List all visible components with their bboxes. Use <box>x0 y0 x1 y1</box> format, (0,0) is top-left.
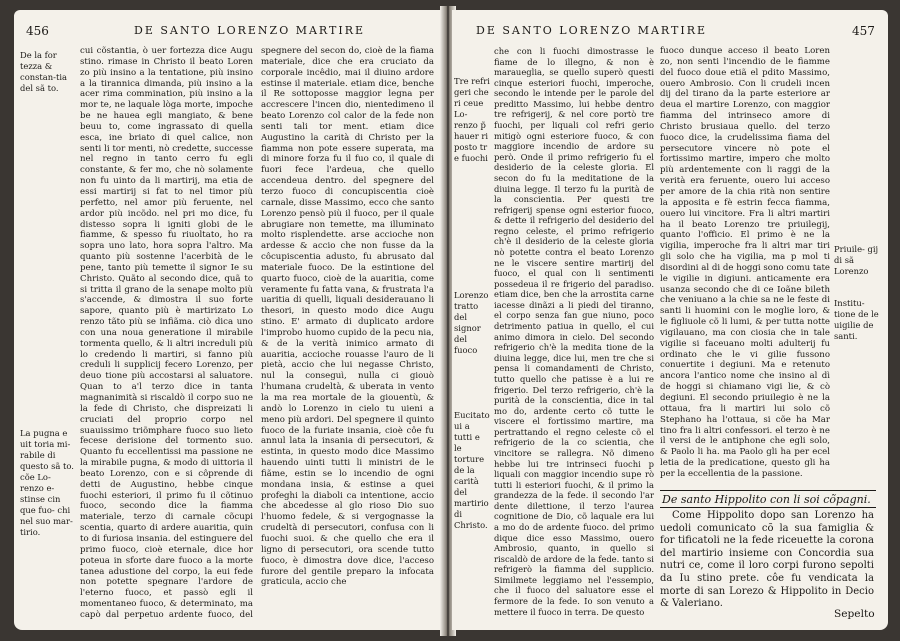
page-number: 457 <box>852 24 875 38</box>
left-page <box>14 10 444 630</box>
section-title: De santo Hippolito con li soi cõpagni. <box>660 490 876 508</box>
margin-note: Tre refri geri che ri ceue Lo- renzo p̃ hauer ri posto tr e fuochi <box>454 76 490 163</box>
margin-note: De la for tezza & constan-tia del sã to. <box>20 50 68 93</box>
section-summary: Come Hippolito dopo san Lorenzo ha uedoli comunicato cõ la sua famiglia & for tificatoli ne la fede riceuette la corona del martirio insieme con Concordia sua nutri ce, come il loro corpi furono sepolti da Iu stino prete. côe fu vendicata la morte di san Lorezo & Hippolito in Decio & Valeriano. <box>660 510 874 610</box>
margin-note: Priuile- gij di sã Lorenzo <box>834 244 879 276</box>
body-column-left: che con li fuochi dimostrasse le fiame de lo illegno, & non è maraueglia, se quello superò questi cinque esteriori fuochi, imperoche, secondo le intende per le parole del preditto Massimo, lui hebbe dentro tre refrigerij, & nel core portò tre fuochi, per liquali col refri gerio mitigò ogni esteriore fuoco, & con maggiore incendio de ardore su però. Onde il primo refrigerio fu el desiderio de la celeste gloria. El secon do fu la meditatione de la diuina legge. Il terzo fu la purità de la conscientia. Per questi tre refrigerij spense ogni esterior fuoco, & dette il refrigerio del desiderio del regno celeste, el primo refrigerio ch'è il desiderio de la celeste gloria nò potette contra el beato Lorenzo ne le viscere sentire martirij del fuoco, el qual con li sentimenti possedeua il re frigerio del paradiso. etiam dice, ben che la arrostita carne iacesse dinãzi a li piedi del tiranno, el corpo senza fan gue niuno, poco detrimento patiua in quello, el cui animo dimora in cielo. Del secondo refrigerio ch'è la medita tione de la diuina legge, dice lui, men tre che si pensa li comandamenti de Christo, tutto quello che patisse è a lui re frigerio. Del terzo refrigerio, ch'è la purità de la conscientia, dice in tal mo do, ardente certo cõ tutte le viscere el fortissimo martire, ma pertrattando el regno celeste cõ el refrigerio de la co scientia, che vincitore se rallegra. Nõ dimeno hebbe lui tre intrinseci fuochi p liquali con maggior incendio supe rò tutti li esteriori fuochi, & il primo la grandezza de la fede. il secondo l'ar dente dilettione, il terzo l'aurea cognitione de Dio, cõ laquale era lui a mo do de ardente fuoco. del primo dique dice esso Massimo, ouero Ambrosio, quanto, in quello si riscaldò de ardore de la fede. tanto si refrigerò la fiamma del supplicio. Similmete leggiamo nel l'essempio, che il fuoco del saluatore esse el fermore de la fede. Io son venuto a mettere il fuoco in terra. De questo <box>494 46 654 617</box>
catchword: Sepelto <box>834 608 875 620</box>
margin-note: La pugna e uit toria mi-rabile di questo sã to. cõe Lo- renzo e- stinse cin que fuo- chi nel suo mar- tirio. <box>20 428 74 537</box>
right-page <box>452 10 888 630</box>
margin-note: Eucitato ui a tutti e le torture de la carità del martirio di Christo. <box>454 410 490 530</box>
body-column-right: fuoco dunque acceso il beato Loren zo, non senti l'incendio de le fiamme del fuoco doue etiã el pdito Massimo, ouero Ambrosio. Con li crudeli incen dij del tirano da la parte esteriore ar deua el martire Lorenzo, con maggior fiamma del intrinseco amore di Christo brusiaua quello. del terzo fuoco dice, la crudelissima fiama del persecutore vincere nò pote el fortissimo martire, impero che molto più ardentemente con li raggi de la verità era feruente, ouero lui acceso per amore de la chia rità non sentire la apposita e fè estrin fecca fiamma, ouero lui vincitore. Fra li altri martiri ha il beato Lorenzo tre priuilegij, quanto l'officio. El primo è ne la vigilia, imperoche fra li altri mar tiri gli solo che ha vigilia, ma p mol ti disordini al di de hoggi sono comu tate le vigilie in digiuni. anticamente era usanza secondo che di ce Ioãne bileth che veniuano a la chie sa ne le feste di santi li huomini con le moglie loro, & le figliuole cõ li lumi, & per tutta notte vigilauano, ma con ciosia che in tale vigilie si faceuano molti adulterij fu ordinato che le vi gilie fussono conuertite i degiuni. Ma e retenuto ancora l'antico nome che insino al dì de hoggi si chiamano vigi lie, & cò degiuni. El secondo priuilegio è ne la ottaua, fra li martiri lui solo cõ Stephano ha l'ottaua, si cõe ha Mar tino fra li altri confessori. el terzo è ne il versi de le antiphone che egli solo, & Paolo li ha. ma Paolo gli ha per ecel letia de la predicatione, questo gli ha per la eccellentia de la passione. <box>660 46 830 479</box>
running-head: DE SANTO LORENZO MARTIRE <box>476 24 708 37</box>
margin-note: Institu- tione de le uigilie de santi. <box>834 298 879 341</box>
running-head: DE SANTO LORENZO MARTIRE <box>134 24 366 37</box>
margin-note: Lorenzo tratto del signor del fuoco <box>454 290 489 355</box>
page-number: 456 <box>26 24 49 38</box>
body-text: cui cõstantia, ò uer fortezza dice Augu stino. rimase in Christo il beato Loren zo più insino a la tentatione, più insino a la tirannica dimanda, più insino a la acer rima commination, più insino a la mor te, ne laquale lòga morte, impoche be ne hauea egli mangiato, & bene beuu to, come ingrassato di quella esca, ine briato di quel calice, non senti li tor menti, nò credette, successe nel regno in tanto cerro fu egli constante, & fer mo, che nò solamente non fu uinto da li martirij, ma etia de essi martirij si fat to nel timor più perfetto, nel amor più feruente, nel ardor più incõdo. nel pri mo dice, fu distesso sopra li igniti globi de le fiamme, & spesso fu riuoltato, ho ra sopra uno lato, hora sopra l'altro. Ma quanto più sostenne l'acerbità de le pene, tanto più temette il signor Ie su Christo. Quãto al secondo dice, quã to si tritta il grano de la senape molto più s'accende, & dimostra il suo forte sapore, quanto più è martirizato Lo renzo tãto più se infiãma. ciò dica uno con una noua generatione il mirabile tormenta quello, & li altri increduli più lo credendo li martiri, si fanno più creduli li supplicij fecero Lorenzo, per deuo tione più accostarsi al saluatore. Quan to a'l terzo dice in tanta magnanimità si riscaldò il corpo suo ne la fede di Christo, che dispreizati li cruciati del proprio corpo nel suauissimo triõmphare fuoco suo lieto fecese derisione del tormento suo. Quanto fu eccellentissi ma passione ne la mirabile pugna, & modo di uittoria il beato Lorenzo, con e si côprende di detti de Augustino, hebbe cinque fuochi esteriori, il primo fu il cõtinuo fuoco, secondo dice la fiamma materiale, terzo di carnale cõcupi scentia, quarto di ardere auaritia, quin to di furiosa insania. del estinguere del primo fuoco, cioè eternale, dice hor poteua in sforte dare fuoco a la morte tanea adustione del corpo, la eui fede non potette spegnare l'ardore de l'eterno fuoco, et passò egli il momentaneo fuoco, & determinato, ma capò dal perpetuo ardente fuoco, del spegnere del secon do, cioè de la fiama materiale, dice che era cruciato da corporale incêdio, mai il diuino ardore estinse il materiale. etiam dice, benche il Re sottoposse maggior legna per accrescere l'incen dio, nientedimeno il beato Lorenzo col calor de la fede non senti tali tor ment. etiam dice Augustino la carità di Christo per la fiamma non pote essere superata, ma di minore forza fu il fuo co, il quale di fuori fece l'ardeua, che quello accendeua dentro. del spegnere del terzo fuoco di concupiscentia cioè carnale, disse Massimo, ecco che santo Lorenzo pensò più il fuoco, per il quale abrugiare non temette, ma illuminato molto risplendette. arse accioche non ardesse & accio che non fusse da la côcupiscentia adusto, fu abrusato dal materiale fuoco. De la estintione del quarto fuoco, cioè de la auaritia, come veramente fu fatta vana, & frustrata l'a uaritia di quelli, liquali desiderauano li thesori, in questo modo dice Augu stino. E' armato di duplicato ardore l'improbo huomo cupido de la pecu nia, & de la verità inimico armato di auaritia, accioche rouasse l'auro de li pietà, accio che lui negasse Christo, nul la conseguì, nulla ci giouò l'humana crudeltà, & uberata in vento la ma rea mortale de la giouentù, & andò lo Lorenzo in cielo tu uieni a meno più ardori. Del spegnere il quinto fuoco de la furiate insania, cioè côe fu annul lata la insania di persecutori, & estinta, in questo modo dice Massimo hauendo uinti tutti li ministri de le fiãme, estin se lo incendio de ogni mondana insia, & estinse a quei profeghi la diaboli ca intentione, accio che abcedesse al glo rioso Dio suo l'huomo fedele, & si vergognasse la crudeltà di persecutori, confusa con li fuochi suoi. & che quello che era il ligno di persecutori, ora scende tutto fuoco, è dimostra dove dice, l'acceso furore del gentile preparo la infocata graticula, accio che <box>80 46 434 620</box>
